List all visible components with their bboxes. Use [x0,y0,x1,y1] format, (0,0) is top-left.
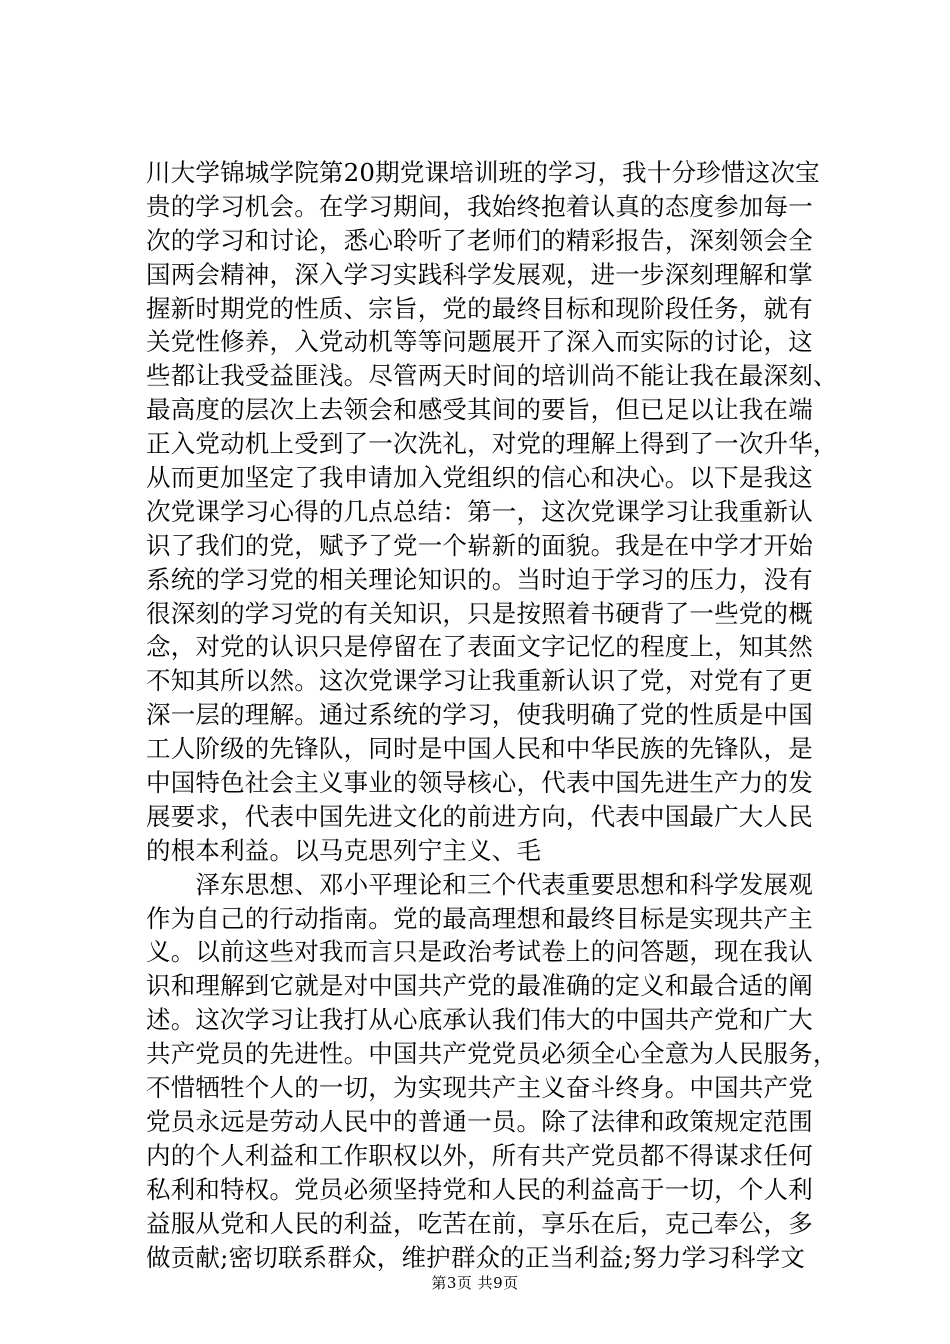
text-line: 共产党员的先进性。中国共产党党员必须全心全意为人民服务， [146,1039,838,1069]
text-line: 握新时期党的性质、宗旨，党的最终目标和现阶段任务，就有 [146,293,813,323]
text-line: 关党性修养，入党动机等等问题展开了深入而实际的讨论，这 [146,327,813,357]
text-line: 次党课学习心得的几点总结：第一，这次党课学习让我重新认 [146,496,813,526]
text-line: 识了我们的党，赋予了党一个崭新的面貌。我是在中学才开始 [146,530,813,560]
text-line: 深一层的理解。通过系统的学习，使我明确了党的性质是中国 [146,700,813,730]
text-line: 系统的学习党的相关理论知识的。当时迫于学习的压力，没有 [146,564,813,594]
text-line: 不知其所以然。这次党课学习让我重新认识了党，对党有了更 [146,666,813,696]
text-line: 识和理解到它就是对中国共产党的最准确的定义和最合适的阐 [146,971,813,1001]
text-line: 益服从党和人民的利益，吃苦在前，享乐在后，克己奉公，多 [146,1208,813,1238]
text-line: 念，对党的认识只是停留在了表面文字记忆的程度上，知其然 [146,632,813,662]
text-line: 些都让我受益匪浅。尽管两天时间的培训尚不能让我在最深刻、 [146,361,838,391]
text-line: 述。这次学习让我打从心底承认我们伟大的中国共产党和广大 [146,1005,813,1035]
text-line: 很深刻的学习党的有关知识，只是按照着书硬背了一些党的概 [146,598,813,628]
text-line: 私利和特权。党员必须坚持党和人民的利益高于一切，个人利 [146,1174,813,1204]
text-line: 内的个人利益和工作职权以外，所有共产党员都不得谋求任何 [146,1140,813,1170]
text-line: 义。以前这些对我而言只是政治考试卷上的问答题，现在我认 [146,937,813,967]
text-line: 次的学习和讨论，悉心聆听了老师们的精彩报告，深刻领会全 [146,225,813,255]
text-line: 从而更加坚定了我申请加入党组织的信心和决心。以下是我这 [146,463,813,493]
body-text [146,156,838,1274]
text-line: 展要求，代表中国先进文化的前进方向，代表中国最广大人民 [146,801,813,831]
text-line: 的根本利益。以马克思列宁主义、毛 [146,835,542,865]
text-line: 正入党动机上受到了一次洗礼，对党的理解上得到了一次升华， [146,429,838,459]
text-line: 贵的学习机会。在学习期间，我始终抱着认真的态度参加每一 [146,191,813,221]
text-line: 作为自己的行动指南。党的最高理想和最终目标是实现共产主 [146,903,813,933]
text-line: 工人阶级的先锋队，同时是中国人民和中华民族的先锋队，是 [146,734,813,764]
text-line: 不惜牺牲个人的一切，为实现共产主义奋斗终身。中国共产党 [146,1073,813,1103]
text-line: 中国特色社会主义事业的领导核心，代表中国先进生产力的发 [146,768,813,798]
page-number-footer: 第3页 共9页 [431,1274,519,1292]
text-line: 泽东思想、邓小平理论和三个代表重要思想和科学发展观 [146,869,813,899]
text-line: 国两会精神，深入学习实践科学发展观，进一步深刻理解和掌 [146,259,813,289]
text-line: 川大学锦城学院第20期党课培训班的学习，我十分珍惜这次宝 [146,158,820,187]
text-line: 最高度的层次上去领会和感受其间的要旨，但已足以让我在端 [146,395,813,425]
text-line: 做贡献;密切联系群众，维护群众的正当利益;努力学习科学文 [146,1242,806,1272]
text-line: 党员永远是劳动人民中的普通一员。除了法律和政策规定范围 [146,1106,813,1136]
